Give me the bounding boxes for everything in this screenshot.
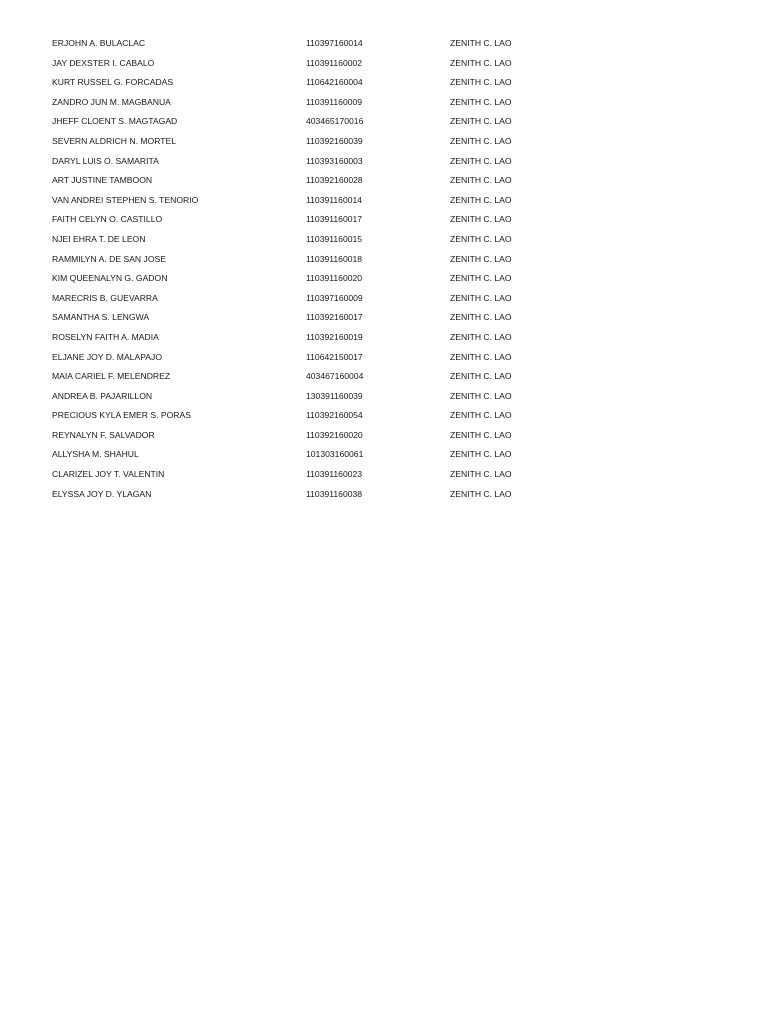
student-name: MARECRIS B. GUEVARRA <box>52 292 158 303</box>
roster-row <box>52 445 652 465</box>
student-name: PRECIOUS KYLA EMER S. PORAS <box>52 410 191 421</box>
adviser-name: ZENITH C. LAO <box>450 351 512 362</box>
student-name: MAIA CARIEL F. MELENDREZ <box>52 371 171 382</box>
adviser-name: ZENITH C. LAO <box>450 214 512 225</box>
student-name: ERJOHN A. BULACLAC <box>52 38 146 48</box>
student-name: ELYSSA JOY D. YLAGAN <box>52 488 152 499</box>
student-id-number: 110392160017 <box>306 312 363 323</box>
student-name: JAY DEXSTER I. CABALO <box>52 57 155 68</box>
adviser-name: ZENITH C. LAO <box>450 57 512 68</box>
adviser-name: ZENITH C. LAO <box>450 292 512 303</box>
roster-row <box>52 426 652 446</box>
adviser-name: ZENITH C. LAO <box>450 312 512 323</box>
student-name: RAMMILYN A. DE SAN JOSE <box>52 253 166 264</box>
roster-row <box>52 269 652 289</box>
student-id-number: 110392160020 <box>306 429 363 440</box>
roster-row <box>52 191 652 211</box>
student-name: ALLYSHA M. SHAHUL <box>52 449 139 460</box>
adviser-name: ZENITH C. LAO <box>450 38 512 48</box>
roster-row <box>52 289 652 309</box>
student-id-number: 110391160023 <box>306 469 363 480</box>
student-id-number: 110392160028 <box>306 175 363 186</box>
student-name: ELJANE JOY D. MALAPAJO <box>52 351 163 362</box>
roster-row <box>52 93 652 113</box>
student-id-number: 110393160003 <box>306 155 363 166</box>
student-name: FAITH CELYN O. CASTILLO <box>52 214 163 225</box>
adviser-name: ZENITH C. LAO <box>450 194 512 205</box>
roster-row <box>52 485 652 505</box>
adviser-name: ZENITH C. LAO <box>450 77 512 88</box>
roster-row <box>52 171 652 191</box>
student-name: CLARIZEL JOY T. VALENTIN <box>52 469 165 480</box>
student-name: ROSELYN FAITH A. MADIA <box>52 331 159 342</box>
roster-row <box>52 132 652 152</box>
student-id-number: 110392160019 <box>306 331 363 342</box>
roster-row <box>52 328 652 348</box>
roster-row <box>52 112 652 132</box>
student-id-number: 110391160002 <box>306 57 363 68</box>
student-name: SAMANTHA S. LENGWA <box>52 312 150 323</box>
roster-row <box>52 367 652 387</box>
student-name: ANDREA B. PAJARILLON <box>52 390 153 401</box>
roster-row <box>52 406 652 426</box>
adviser-name: ZENITH C. LAO <box>450 488 512 499</box>
student-name: VAN ANDREI STEPHEN S. TENORIO <box>52 194 199 205</box>
student-id-number: 130391160039 <box>306 390 363 401</box>
student-name: SEVERN ALDRICH N. MORTEL <box>52 135 177 146</box>
student-name: ART JUSTINE TAMBOON <box>52 175 153 186</box>
student-id-number: 110391160009 <box>306 96 363 107</box>
roster-row <box>52 73 652 93</box>
student-id-number: 403467160004 <box>306 371 364 382</box>
student-id-number: 110391160018 <box>306 253 363 264</box>
student-id-number: 110392160054 <box>306 410 363 421</box>
student-name: KIM QUEENALYN G. GADON <box>52 273 168 284</box>
adviser-name: ZENITH C. LAO <box>450 135 512 146</box>
roster-row <box>52 308 652 328</box>
student-id-number: 101303160061 <box>306 449 364 460</box>
adviser-name: ZENITH C. LAO <box>450 429 512 440</box>
roster-row <box>52 465 652 485</box>
roster-row <box>52 387 652 407</box>
student-id-number: 110391160038 <box>306 488 363 499</box>
adviser-name: ZENITH C. LAO <box>450 175 512 186</box>
adviser-name: ZENITH C. LAO <box>450 449 512 460</box>
student-id-number: 110391160017 <box>306 214 363 225</box>
roster-row <box>52 152 652 172</box>
adviser-name: ZENITH C. LAO <box>450 116 512 127</box>
student-id-number: 110391160014 <box>306 194 363 205</box>
adviser-name: ZENITH C. LAO <box>450 96 512 107</box>
adviser-name: ZENITH C. LAO <box>450 390 512 401</box>
adviser-name: ZENITH C. LAO <box>450 371 512 382</box>
student-id-number: 110391160015 <box>306 233 363 244</box>
adviser-name: ZENITH C. LAO <box>450 233 512 244</box>
roster-row <box>52 348 652 368</box>
adviser-name: ZENITH C. LAO <box>450 469 512 480</box>
student-id-number: 110391160020 <box>306 273 363 284</box>
adviser-name: ZENITH C. LAO <box>450 410 512 421</box>
student-id-number: 110397160014 <box>306 38 363 48</box>
student-id-number: 403465170016 <box>306 116 364 127</box>
student-name: ZANDRO JUN M. MAGBANUA <box>52 96 171 107</box>
student-roster <box>52 34 652 504</box>
adviser-name: ZENITH C. LAO <box>450 155 512 166</box>
student-name: REYNALYN F. SALVADOR <box>52 429 155 440</box>
student-id-number: 110392160039 <box>306 135 363 146</box>
student-id-number: 110642150017 <box>306 351 363 362</box>
adviser-name: ZENITH C. LAO <box>450 273 512 284</box>
adviser-name: ZENITH C. LAO <box>450 331 512 342</box>
student-id-number: 110397160009 <box>306 292 363 303</box>
student-name: NJEI EHRA T. DE LEON <box>52 233 146 244</box>
roster-row <box>52 34 652 54</box>
roster-row <box>52 230 652 250</box>
adviser-name: ZENITH C. LAO <box>450 253 512 264</box>
roster-row <box>52 210 652 230</box>
student-id-number: 110642160004 <box>306 77 363 88</box>
student-name: KURT RUSSEL G. FORCADAS <box>52 77 174 88</box>
roster-row <box>52 250 652 270</box>
student-name: JHEFF CLOENT S. MAGTAGAD <box>52 116 178 127</box>
student-name: DARYL LUIS O. SAMARITA <box>52 155 159 166</box>
roster-row <box>52 54 652 74</box>
